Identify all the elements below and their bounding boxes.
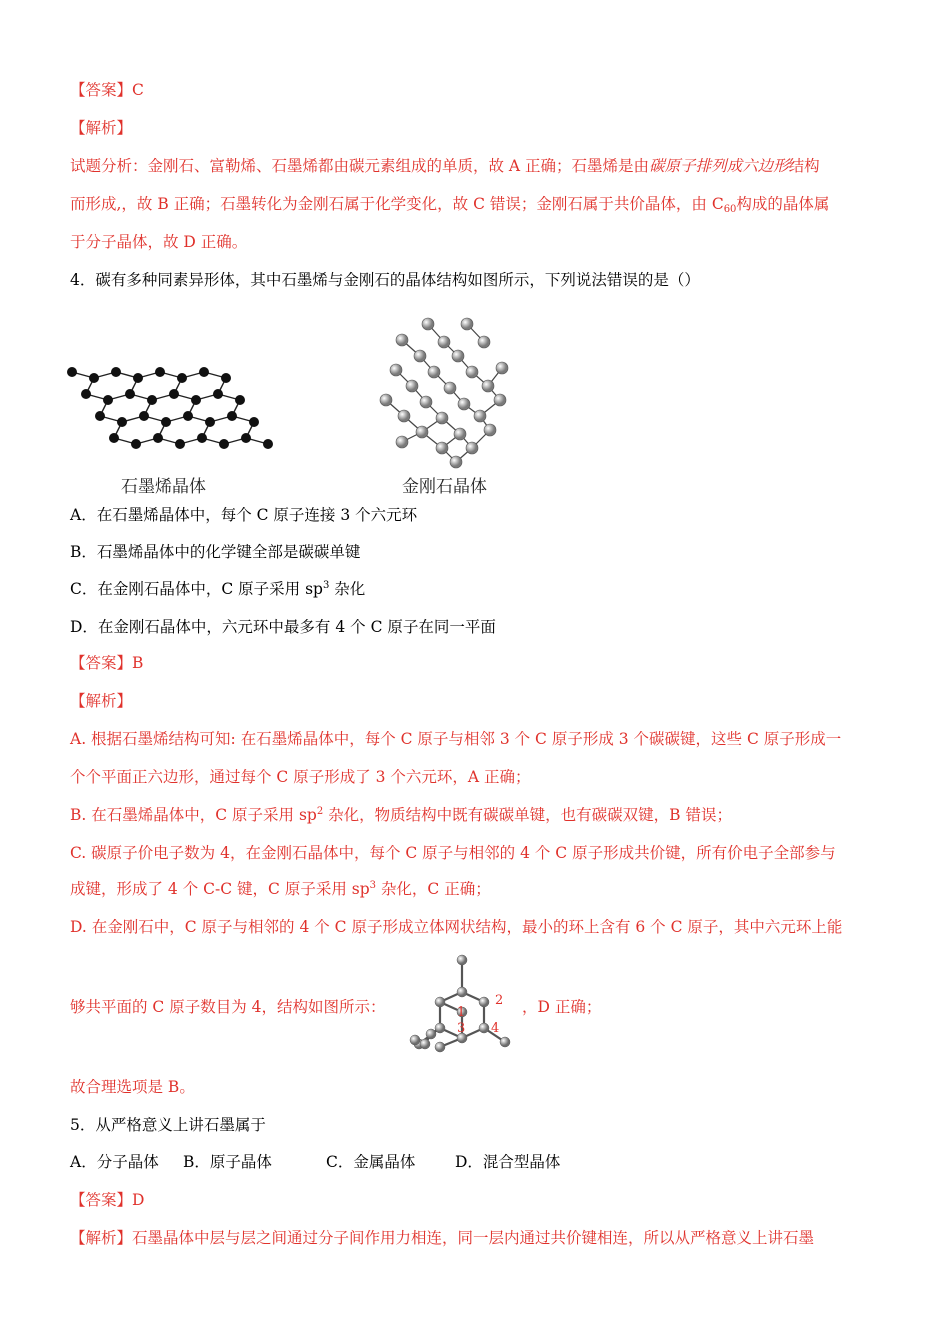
carbon-atom (496, 362, 508, 374)
carbon-atom (169, 389, 179, 399)
carbon-atom (81, 389, 91, 399)
carbon-atom (398, 410, 410, 422)
carbon-atom (406, 380, 418, 392)
answer-tag: 【答案】 (70, 654, 133, 672)
carbon-atom (396, 436, 408, 448)
carbon-atom (103, 395, 113, 405)
q4-analysis-c-line-1: C. 碳原子价电子数为 4，在金刚石晶体中，每个 C 原子与相邻的 4 个 C 原子形成共价键，所有价电子全部参与 (70, 844, 836, 862)
carbon-atom (153, 433, 163, 443)
q4-analysis-d-line-2b: ，D 正确； (522, 998, 602, 1016)
q5-answer (70, 1190, 144, 1210)
carbon-atom (436, 442, 448, 454)
carbon-atom (438, 336, 450, 348)
carbon-atom (482, 380, 494, 392)
q4-stem: 4．碳有多种同素异形体，其中石墨烯与金刚石的晶体结构如图所示，下列说法错误的是（） (70, 271, 700, 289)
carbon-atom (133, 373, 143, 383)
diamond-figure (372, 312, 522, 472)
ring-atom-label: 3 (457, 1021, 466, 1036)
carbon-atom (191, 395, 201, 405)
carbon-atom (435, 997, 445, 1007)
carbon-atom (125, 389, 135, 399)
q3-analysis-tag: 【解析】 (70, 119, 133, 137)
carbon-atom (380, 394, 392, 406)
superscript: 3 (322, 580, 330, 591)
q4-conclusion: 故合理选项是 B。 (70, 1078, 195, 1096)
q4-analysis-d-line-2a: 够共平面的 C 原子数目为 4，结构如图所示： (70, 998, 386, 1016)
carbon-atom (139, 411, 149, 421)
q5-option-d: D．混合型晶体 (455, 1153, 561, 1171)
subscript: 60 (723, 204, 737, 215)
diamond-ring-figure (405, 952, 525, 1062)
analysis-text: 石墨晶体中层与层之间通过分子间作用力相连，同一层内通过共价键相连，所以从严格意义上讲石墨 (132, 1229, 815, 1247)
graphene-caption: 石墨烯晶体 (121, 477, 206, 497)
carbon-atom (435, 1042, 445, 1052)
carbon-atom (263, 439, 273, 449)
text-span: 而形成,，故 B 正确；石墨转化为金刚石属于化学变化，故 C 错误；金刚石属于共价晶体，由 C (70, 195, 724, 213)
carbon-atom (177, 373, 187, 383)
analysis-tag: 【解析】 (70, 1229, 133, 1247)
text-span: 结构 (788, 157, 820, 175)
carbon-atom (478, 336, 490, 348)
carbon-atom (414, 350, 426, 362)
carbon-atom (95, 411, 105, 421)
carbon-atom (494, 394, 506, 406)
superscript: 3 (369, 880, 376, 891)
q3-analysis-line-3: 于分子晶体，故 D 正确。 (70, 233, 248, 251)
carbon-atom (435, 1023, 445, 1033)
carbon-atom (466, 366, 478, 378)
carbon-atom (454, 428, 466, 440)
carbon-atom (444, 382, 456, 394)
q4-analysis-a-line-1: A. 根据石墨烯结构可知: 在石墨烯晶体中，每个 C 原子与相邻 3 个 C 原子形成 3 个碳碳键，这些 C 原子形成一 (70, 730, 842, 748)
text-span: 杂化，C 正确； (376, 880, 491, 898)
carbon-atom (466, 442, 478, 454)
text-span: C．在金刚石晶体中，C 原子采用 sp (70, 580, 323, 598)
q5-option-c: C．金属晶体 (326, 1153, 416, 1171)
carbon-atom (109, 433, 119, 443)
carbon-atom (219, 439, 229, 449)
superscript: 2 (316, 806, 324, 817)
carbon-atom (227, 411, 237, 421)
carbon-atom (479, 1023, 489, 1033)
carbon-atom (452, 350, 464, 362)
q4-option-a: A．在石墨烯晶体中，每个 C 原子连接 3 个六元环 (70, 506, 418, 524)
q5-analysis (70, 1228, 814, 1248)
q4-option-b: B．石墨烯晶体中的化学键全部是碳碳单键 (70, 543, 361, 561)
ring-atom-label: 1 (457, 1005, 466, 1020)
answer-value: C (132, 81, 144, 99)
carbon-atom (235, 395, 245, 405)
carbon-atom (420, 396, 432, 408)
carbon-atom (117, 417, 127, 427)
carbon-atom (436, 412, 448, 424)
graphene-figure (66, 362, 266, 462)
q4-analysis-c-line-2 (70, 879, 491, 899)
carbon-atom (155, 367, 165, 377)
ring-atom-label: 2 (495, 993, 504, 1008)
carbon-atom (500, 1037, 510, 1047)
text-span: 杂化，物质结构中既有碳碳单键，也有碳碳双键，B 错误； (323, 806, 732, 824)
carbon-atom (416, 426, 428, 438)
carbon-atom (390, 364, 402, 376)
carbon-atom (457, 987, 467, 997)
carbon-atom (457, 955, 467, 965)
carbon-atom (241, 433, 251, 443)
carbon-atom (450, 456, 462, 468)
q4-analysis-a-line-2: 个个平面正六边形，通过每个 C 原子形成了 3 个六元环，A 正确； (70, 768, 531, 786)
carbon-atom (147, 395, 157, 405)
carbon-atom (458, 398, 470, 410)
carbon-atom (479, 997, 489, 1007)
carbon-atom (67, 367, 77, 377)
carbon-atom (197, 433, 207, 443)
diamond-caption: 金刚石晶体 (402, 477, 487, 497)
carbon-atom (474, 410, 486, 422)
carbon-atom (484, 424, 496, 436)
q4-analysis-b (70, 805, 732, 825)
q5-option-a: A．分子晶体 (70, 1153, 159, 1171)
answer-tag: 【答案】 (70, 81, 133, 99)
carbon-atom (213, 389, 223, 399)
carbon-atom (426, 1029, 436, 1039)
carbon-atom (221, 373, 231, 383)
answer-value: D (132, 1191, 145, 1209)
carbon-atom (89, 373, 99, 383)
q5-stem: 5．从严格意义上讲石墨属于 (70, 1116, 266, 1134)
answer-tag: 【答案】 (70, 1191, 133, 1209)
carbon-atom (428, 366, 440, 378)
carbon-atom (249, 417, 259, 427)
carbon-atom (161, 417, 171, 427)
carbon-atom (205, 417, 215, 427)
carbon-atom (420, 1039, 430, 1049)
q4-answer (70, 653, 143, 673)
text-span: 成键，形成了 4 个 C-C 键，C 原子采用 sp (70, 880, 370, 898)
italic-emphasis: 碳原子排列成六边形 (649, 157, 789, 175)
text-span: 杂化 (329, 580, 366, 598)
carbon-atom (183, 411, 193, 421)
carbon-atom (175, 439, 185, 449)
carbon-atom (199, 367, 209, 377)
carbon-atom (396, 334, 408, 346)
text-span: 试题分析：金刚石、富勒烯、石墨烯都由碳元素组成的单质，故 A 正确；石墨烯是由 (70, 157, 650, 175)
carbon-atom (111, 367, 121, 377)
carbon-atom (461, 318, 473, 330)
carbon-atom (410, 1035, 420, 1045)
carbon-atom (422, 318, 434, 330)
text-span: 构成的晶体属 (736, 195, 830, 213)
text-span: B. 在石墨烯晶体中，C 原子采用 sp (70, 806, 317, 824)
q4-option-c (70, 579, 365, 599)
ring-atom-label: 4 (491, 1021, 500, 1036)
q3-answer (70, 80, 144, 100)
carbon-atom (131, 439, 141, 449)
q3-analysis-line-1 (70, 156, 820, 176)
q4-option-d: D．在金刚石晶体中，六元环中最多有 4 个 C 原子在同一平面 (70, 618, 496, 636)
q4-analysis-d-line-1: D. 在金刚石中，C 原子与相邻的 4 个 C 原子形成立体网状结构，最小的环上含有 6 个 C 原子，其中六元环上能 (70, 918, 843, 936)
answer-value: B (132, 654, 144, 672)
q4-analysis-tag: 【解析】 (70, 692, 133, 710)
q3-analysis-line-2 (70, 194, 829, 214)
q5-option-b: B．原子晶体 (183, 1153, 272, 1171)
